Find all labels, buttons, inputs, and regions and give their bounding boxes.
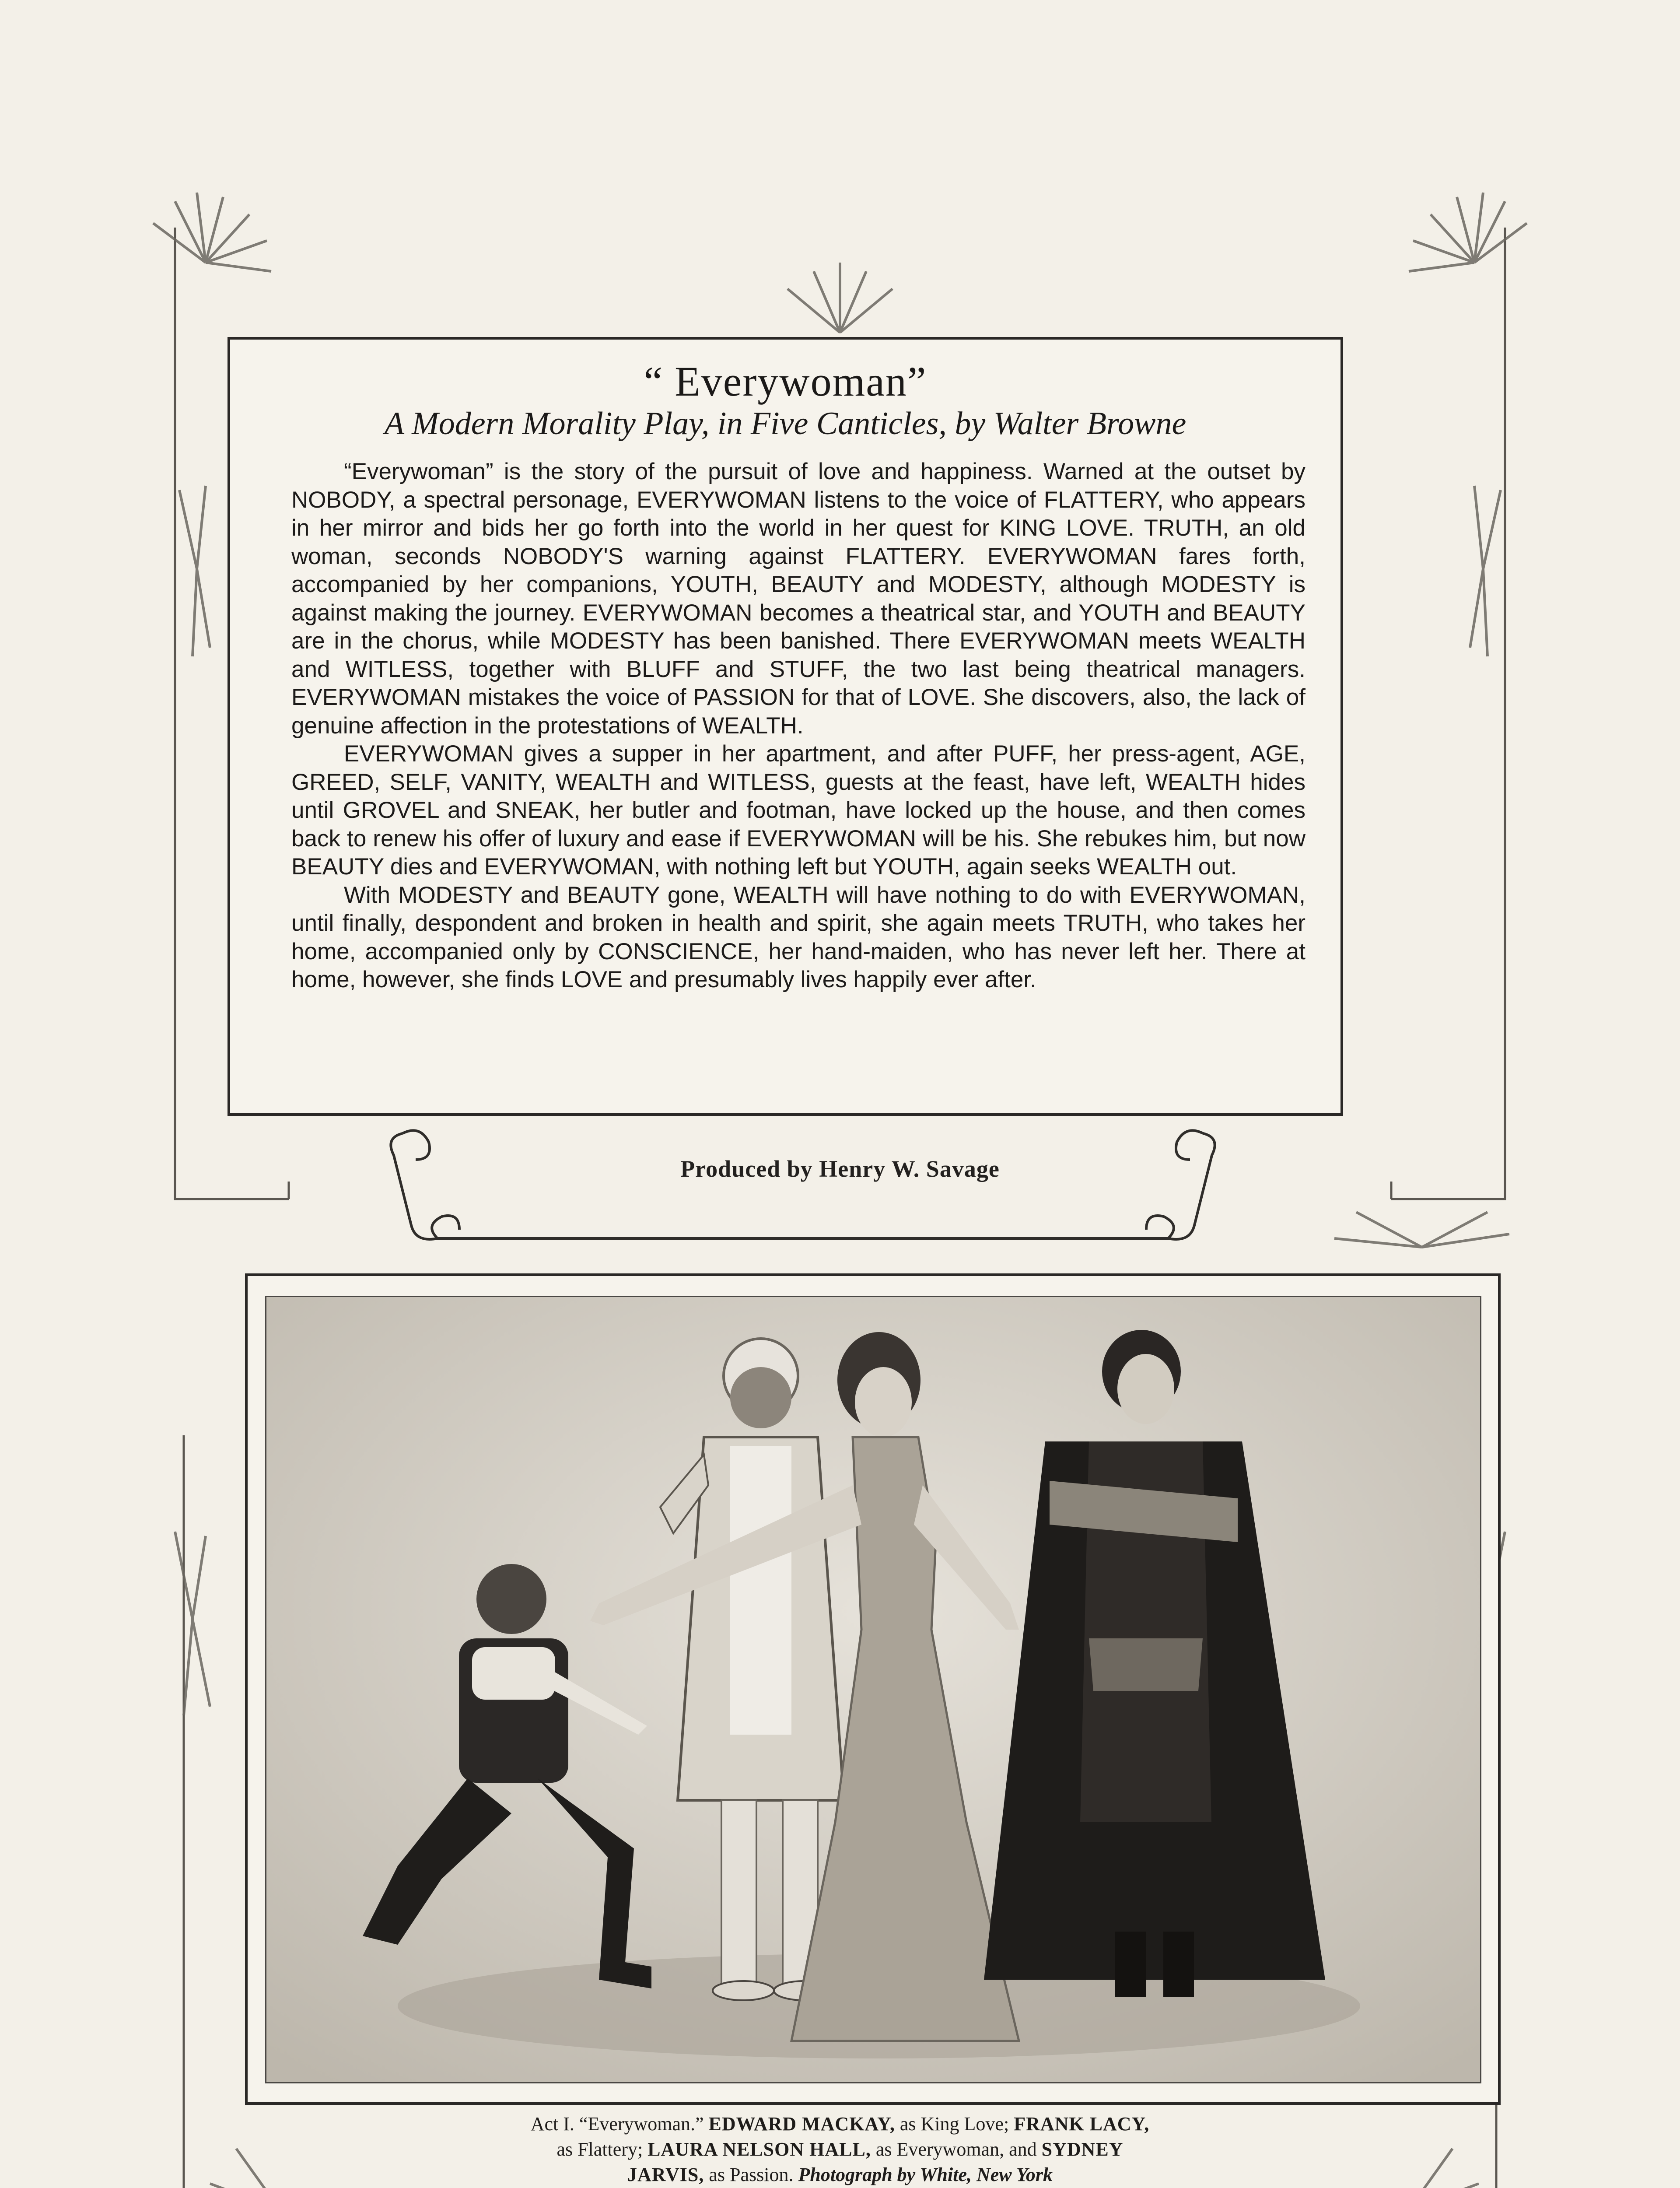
synopsis-paragraph: With MODESTY and BEAUTY gone, WEALTH will have nothing to do with EVERYWOMAN, until finally, despondent and broken in health and spirit, she again meets TRUTH, who takes her home, accompanied only by CONSCIENCE, her hand-maiden, who has never left her. There at home, however, she finds LOVE and presumably lives happily ever after.	[291, 882, 1306, 992]
caption-role: as King Love;	[895, 2113, 1014, 2135]
caption-line	[394, 2162, 1286, 2188]
synopsis-panel	[228, 337, 1343, 1116]
producer-credit: Produced by Henry W. Savage	[680, 1156, 1000, 1182]
play-title: “ Everywoman”	[644, 358, 927, 405]
caption-actor: JARVIS,	[627, 2164, 704, 2185]
cast-photo-illustration	[266, 1297, 1480, 2082]
synopsis-text	[291, 458, 1306, 994]
scroll-banner-icon	[376, 1120, 1229, 1252]
caption-line	[394, 2137, 1286, 2162]
play-subtitle: A Modern Morality Play, in Five Canticles, by Walter Browne	[384, 406, 1186, 442]
caption-role: as Everywoman, and	[871, 2139, 1042, 2160]
photo-frame	[245, 1273, 1501, 2105]
synopsis-paragraph: “Everywoman” is the story of the pursuit of love and happiness. Warned at the outset by NOBODY, a spectral personage, EVERYWOMAN listens to the voice of FLATTERY, who appears in her mirror and bids her go forth into the world in her quest for KING LOVE. TRUTH, an old woman, seconds NOBODY'S warning against FLATTERY. EVERYWOMAN fares forth, accompanied by her companions, YOUTH, BEAUTY and MODESTY, although MODESTY is against making the journey. EVERYWOMAN becomes a theatrical star, and YOUTH and BEAUTY are in the chorus, while MODESTY has been banished. There EVERYWOMAN meets WEALTH and WITLESS, together with BLUFF and STUFF, the two last being theatrical managers. EVERYWOMAN mistakes the voice of PASSION for that of LOVE. She discovers, also, the lack of genuine affection in the protestations of WEALTH.	[291, 459, 1306, 739]
caption-line	[394, 2111, 1286, 2137]
caption-actor: EDWARD MACKAY,	[708, 2113, 895, 2135]
caption-role: as Flattery;	[556, 2139, 648, 2160]
cast-photograph	[265, 1296, 1481, 2083]
caption-actor: SYDNEY	[1041, 2139, 1124, 2160]
caption-act: Act I. “Everywoman.”	[530, 2113, 709, 2135]
caption-actor: FRANK LACY,	[1014, 2113, 1150, 2135]
synopsis-paragraph: EVERYWOMAN gives a supper in her apartment, and after PUFF, her press-agent, AGE, GREED, SELF, VANITY, WEALTH and WITLESS, guests at the feast, have left, WEALTH hides until GROVEL and SNEAK, her butler and footman, have locked up the house, and then comes back to renew his offer of luxury and ease if EVERYWOMAN will be his. She rebukes him, but now BEAUTY dies and EVERYWOMAN, with nothing left but YOUTH, again seeks WEALTH out.	[291, 741, 1306, 880]
photo-credit: Photograph by White, New York	[798, 2164, 1053, 2185]
caption-role: as Passion.	[704, 2164, 798, 2185]
caption-actor: LAURA NELSON HALL,	[648, 2139, 871, 2160]
photo-caption	[394, 2111, 1286, 2188]
